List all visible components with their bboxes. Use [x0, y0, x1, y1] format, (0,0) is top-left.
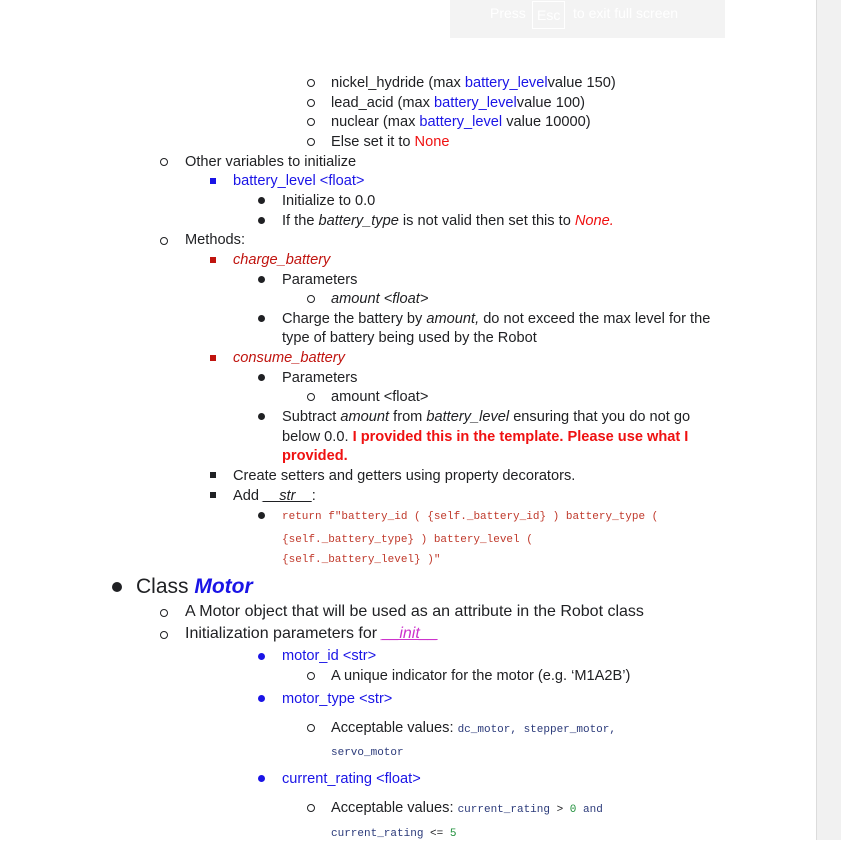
hollow-bullet-icon [307, 118, 315, 126]
charge-battery-method: charge_battery [233, 252, 331, 268]
charge-parameters-label: Parameters [282, 272, 358, 288]
consume-description-cont: below 0.0. I provided this in the template. Please use what I [282, 429, 689, 445]
setters-getters-note: Create setters and getters using property decorators. [233, 468, 576, 484]
class-motor-heading: Class Motor [136, 575, 253, 598]
motor-description: A Motor object that will be used as an attribute in the Robot class [185, 603, 644, 620]
hollow-bullet-icon [160, 237, 168, 245]
square-bullet-icon [210, 178, 216, 184]
fullscreen-toast [450, 0, 725, 38]
blue-bullet-icon [258, 775, 265, 782]
blue-bullet-icon [258, 695, 265, 702]
charge-description: Charge the battery by amount, do not exceed the max level for the [282, 311, 711, 327]
blue-bullet-icon [258, 653, 265, 660]
square-bullet-icon [210, 257, 216, 263]
hollow-bullet-icon [307, 393, 315, 401]
hollow-bullet-icon [307, 295, 315, 303]
hollow-bullet-icon [160, 631, 168, 639]
bullet-icon [258, 276, 265, 283]
code-line-3: {self._battery_level} )" [282, 554, 441, 566]
code-line-2: {self._battery_type} ) battery_level ( [282, 534, 533, 546]
motor-id-param: motor_id <str> [282, 648, 377, 664]
toast-press: Press [490, 5, 526, 21]
bullet-icon [258, 374, 265, 381]
current-rating-values: Acceptable values: current_rating > 0 and [331, 800, 603, 816]
consume-description-note: provided. [282, 448, 348, 464]
toast-esc-key: Esc [532, 1, 565, 29]
methods-heading: Methods: [185, 232, 246, 248]
hollow-bullet-icon [307, 672, 315, 680]
battery-type-item: nuclear (max battery_level value 10000) [331, 114, 591, 130]
battery-type-item: nickel_hydride (max battery_levelvalue 150) [331, 75, 616, 91]
bullet-icon [258, 315, 265, 322]
bullet-icon [258, 217, 265, 224]
charge-description-cont: type of battery being used by the Robot [282, 330, 537, 346]
vertical-scrollbar[interactable] [816, 0, 841, 840]
hollow-bullet-icon [160, 158, 168, 166]
consume-description: Subtract amount from battery_level ensuring that you do not go [282, 409, 691, 425]
bullet-icon [258, 197, 265, 204]
battery-type-item: lead_acid (max battery_levelvalue 100) [331, 95, 585, 111]
bullet-icon [258, 512, 265, 519]
current-rating-values-cont: current_rating <= 5 [331, 828, 457, 840]
consume-battery-method: consume_battery [233, 350, 345, 366]
consume-parameters-label: Parameters [282, 370, 358, 386]
invalid-type-note: If the battery_type is not valid then set this to None. [282, 213, 614, 229]
hollow-bullet-icon [307, 99, 315, 107]
square-bullet-icon [210, 355, 216, 361]
bullet-icon [112, 582, 122, 592]
hollow-bullet-icon [307, 79, 315, 87]
motor-init-heading: Initialization parameters for __init__ [185, 625, 438, 642]
motor-id-description: A unique indicator for the motor (e.g. ‘M1A2B’) [331, 668, 631, 684]
motor-type-values-cont: servo_motor [331, 747, 404, 759]
add-str-note: Add __str__: [233, 488, 316, 504]
hollow-bullet-icon [307, 804, 315, 812]
consume-param-amount: amount <float> [331, 389, 429, 405]
bullet-icon [258, 413, 265, 420]
charge-param-amount: amount <float> [331, 291, 429, 307]
hollow-bullet-icon [307, 724, 315, 732]
init-note: Initialize to 0.0 [282, 193, 376, 209]
motor-type-param: motor_type <str> [282, 691, 393, 707]
square-bullet-icon [210, 472, 216, 478]
hollow-bullet-icon [160, 609, 168, 617]
current-rating-param: current_rating <float> [282, 771, 421, 787]
code-line-1: return f"battery_id ( {self._battery_id} ) battery_type ( [282, 511, 659, 523]
square-bullet-icon [210, 492, 216, 498]
hollow-bullet-icon [307, 138, 315, 146]
battery-type-else: Else set it to None [331, 134, 450, 150]
battery-level-var: battery_level <float> [233, 173, 365, 189]
toast-message: to exit full screen [573, 5, 679, 21]
other-vars-heading: Other variables to initialize [185, 154, 357, 170]
motor-type-values: Acceptable values: dc_motor, stepper_motor, [331, 720, 616, 736]
